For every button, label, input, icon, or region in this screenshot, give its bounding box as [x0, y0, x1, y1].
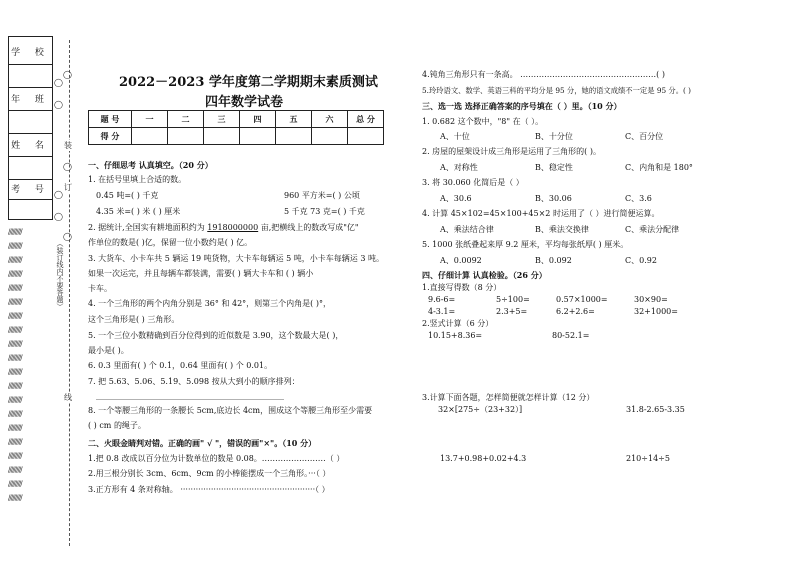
- score-row-label: 得 分: [89, 128, 132, 145]
- hatch-line: //////////: [8, 452, 22, 460]
- s3-q3-opt-b[interactable]: B、30.06: [535, 194, 572, 203]
- s4-oral-item: 5÷100=: [496, 295, 530, 304]
- s3-q4-opt-c[interactable]: C、乘法分配律: [625, 225, 680, 234]
- s4-vertical-item: 80-52.1=: [552, 331, 590, 340]
- s1-q3-line3: 卡车。: [88, 284, 112, 293]
- s3-q2-opt-a[interactable]: A、对称性: [440, 163, 478, 172]
- hatch-line: //////////: [8, 340, 22, 348]
- hatch-line: //////////: [8, 284, 22, 292]
- binding-hole: ◯: [54, 212, 63, 221]
- s1-q8-line1: 8. 一个等腰三角形的一条腰长 5cm,底边长 4cm，围成这个等腰三角形至少需要: [88, 406, 373, 415]
- binding-hole: ◯: [54, 100, 63, 109]
- s3-q3: 3. 将 30.060 化简后是（ ）: [422, 178, 524, 187]
- s4-oral-item: 2.3+5=: [496, 307, 528, 316]
- s1-q1c: 4.35 米=( ) 米 ( ) 厘米: [96, 207, 181, 216]
- s3-q3-opt-a[interactable]: A、30.6: [440, 194, 472, 203]
- s1-q5-line1: 5. 一个三位小数精确到百分位得到的近似数是 3.90，这个数最大是( )，: [88, 331, 344, 340]
- s1-q1d: 5 千克 73 克=( ) 千克: [284, 207, 365, 216]
- binding-dashed-line: [69, 40, 70, 546]
- class-field[interactable]: [9, 110, 52, 134]
- score-header-cell: 题 号: [89, 111, 132, 128]
- s1-q6: 6. 0.3 里面有( ) 个 0.1，0.64 里面有( ) 个 0.01。: [88, 361, 273, 370]
- hatch-line: //////////: [8, 396, 22, 404]
- name-field[interactable]: [9, 156, 52, 180]
- school-field[interactable]: [9, 64, 52, 88]
- score-header-cell: 总 分: [348, 111, 384, 128]
- s3-q5: 5. 1000 张纸叠起来厚 9.2 厘米，平均每张纸厚( ) 厘米。: [422, 240, 629, 249]
- binding-hole: ◯: [63, 232, 72, 241]
- name-label: 姓 名: [11, 141, 50, 151]
- s2-q3: 3.正方形有 4 条对称轴。 ·····················································（ ）: [88, 485, 330, 494]
- seal-char: 装: [64, 141, 72, 150]
- s4-vertical-item: 10.15+8.36=: [428, 331, 483, 340]
- seal-char: 订: [64, 183, 72, 192]
- school-label: 学 校: [11, 48, 50, 58]
- s3-q5-opt-a[interactable]: A、0.0092: [440, 256, 482, 265]
- exam-no-label: 考 号: [11, 185, 50, 195]
- s1-q8-line2: ( ) cm 的绳子。: [88, 421, 146, 430]
- s3-q5-opt-c[interactable]: C、0.92: [625, 256, 657, 265]
- s1-q3-line1: 3. 大货车、小卡车共 5 辆运 19 吨货物，大卡车每辆运 5 吨，小卡车每辆运 3 吨。: [88, 254, 384, 263]
- s3-q2: 2. 房屋的屋架设计成三角形是运用了三角形的( )。: [422, 147, 601, 156]
- s3-q5-opt-b[interactable]: B、0.092: [535, 256, 572, 265]
- s4-calc-item: 13.7+0.98+0.02+4.3: [440, 454, 527, 463]
- s3-q1: 1. 0.682 这个数中，"8" 在（ ）。: [422, 117, 544, 126]
- s4-oral-item: 30×90=: [634, 295, 668, 304]
- section1-heading: 一、仔细思考 认真填空。（20 分）: [88, 160, 213, 170]
- s1-q7-answer-line[interactable]: _______________________________________________: [96, 391, 284, 400]
- s3-q4-opt-a[interactable]: A、乘法结合律: [440, 225, 494, 234]
- score-cell[interactable]: [132, 128, 168, 145]
- s1-q1b: 960 平方米=( ) 公顷: [284, 191, 360, 200]
- score-cell[interactable]: [276, 128, 312, 145]
- s1-q7-line1: 7. 把 5.63、5.06、5.19、5.098 按从大到小的顺序排列：: [88, 377, 300, 386]
- score-cell[interactable]: [348, 128, 384, 145]
- binding-hole: ◯: [54, 190, 63, 199]
- binding-hole: ◯: [63, 70, 72, 79]
- s1-q2-post: 亩,把横线上的数改写成"亿": [258, 223, 359, 232]
- hatch-line: //////////: [8, 382, 22, 390]
- s1-q1a: 0.45 吨=( ) 千克: [96, 191, 159, 200]
- score-cell[interactable]: [240, 128, 276, 145]
- hatch-line: //////////: [8, 256, 22, 264]
- hatch-line: //////////: [8, 368, 22, 376]
- s1-q4-line2: 这个三角形是( ) 三角形。: [88, 315, 180, 324]
- s1-q5-line2: 最小是( )。: [88, 346, 129, 355]
- binding-hole: ◯: [54, 78, 63, 87]
- exam-subtitle: 四年数学试卷: [205, 95, 284, 110]
- score-cell[interactable]: [168, 128, 204, 145]
- section2-heading: 二、火眼金睛判对错。正确的画" √ "，错误的画"×"。（10 分）: [88, 438, 317, 448]
- s1-q2-pre: 2. 据统计,全国实有耕地面积约为: [88, 223, 208, 232]
- exam-title: 2022－2023 学年度第二学期期末素质测试: [119, 75, 378, 90]
- score-header-cell: 四: [240, 111, 276, 128]
- hatch-line: //////////: [8, 354, 22, 362]
- s1-q2: [88, 223, 359, 233]
- s4-oral-item: 0.57×1000=: [556, 295, 608, 304]
- s4-oral-item: 32+1000=: [634, 307, 678, 316]
- s1-q2-line2: 作单位的数是( )亿，保留一位小数约是( ) 亿。: [88, 238, 253, 247]
- s1-q2-number: 1918000000: [207, 223, 259, 232]
- score-value-row: [89, 128, 384, 145]
- hatch-line: //////////: [8, 326, 22, 334]
- hatch-line: //////////: [8, 466, 22, 474]
- s4-calc-item: 32×[275÷（23+32）]: [438, 405, 523, 414]
- hatch-line: //////////: [8, 242, 22, 250]
- s2-q4: 4.钝角三角形只有一条高。 ……………………………………………( ): [422, 70, 665, 79]
- score-header-cell: 二: [168, 111, 204, 128]
- score-header-cell: 三: [204, 111, 240, 128]
- hatch-line: //////////: [8, 438, 22, 446]
- score-cell[interactable]: [312, 128, 348, 145]
- hatch-line: //////////: [8, 410, 22, 418]
- s1-q1: 1. 在括号里填上合适的数。: [88, 175, 187, 184]
- s2-q1: 1.把 0.8 改成以百分位为计数单位的数是 0.08。……………………（ ）: [88, 454, 345, 463]
- s4-part2-label: 2.竖式计算（6 分）: [422, 319, 494, 328]
- score-header-cell: 六: [312, 111, 348, 128]
- score-header-cell: 五: [276, 111, 312, 128]
- s4-calc-item: 210÷14÷5: [626, 454, 670, 463]
- s3-q4-opt-b[interactable]: B、乘法交换律: [535, 225, 589, 234]
- s3-q2-opt-b[interactable]: B、稳定性: [535, 163, 573, 172]
- score-header-cell: 一: [132, 111, 168, 128]
- score-header-row: [89, 111, 384, 128]
- hatch-line: //////////: [8, 494, 22, 502]
- s4-oral-item: 4-3.1=: [428, 307, 456, 316]
- section4-heading: 四、仔细计算 认真检验。（26 分）: [422, 270, 547, 280]
- hatch-line: //////////: [8, 228, 22, 236]
- s1-q3-line2: 如果一次运完，并且每辆车都装满，需要( ) 辆大卡车和 ( ) 辆小: [88, 269, 314, 278]
- s1-q4-line1: 4. 一个三角形的两个内角分别是 36° 和 42°，则第三个内角是( )°，: [88, 299, 331, 308]
- binding-hole: ◯: [63, 162, 72, 171]
- s3-q1-opt-a[interactable]: A、十位: [440, 132, 470, 141]
- s3-q3-opt-c[interactable]: C、3.6: [625, 194, 652, 203]
- hatch-line: //////////: [8, 270, 22, 278]
- s2-q5: 5.玲玲语文、数学、英语三科的平均分是 95 分，她的语文成绩不一定是 95 分。( ): [422, 86, 692, 95]
- s4-part1-label: 1.直接写得数（8 分）: [422, 283, 502, 292]
- s3-q1-opt-b[interactable]: B、十分位: [535, 132, 573, 141]
- score-table: [88, 110, 384, 145]
- s3-q2-opt-c[interactable]: C、内角和是 180°: [625, 163, 693, 172]
- section3-heading: 三、选一选 选择正确答案的序号填在（ ）里。（10 分）: [422, 101, 622, 111]
- seal-char: 线: [64, 393, 72, 402]
- s4-calc-item: 31.8-2.65-3.35: [626, 405, 685, 414]
- hatch-line: //////////: [8, 424, 22, 432]
- score-cell[interactable]: [204, 128, 240, 145]
- hatch-line: //////////: [8, 298, 22, 306]
- s4-oral-item: 9.6-6=: [428, 295, 456, 304]
- s2-q2: 2.用三根分别长 3cm、6cm、9cm 的小棒能摆成一个三角形。···（ ）: [88, 469, 331, 478]
- student-info-box: [8, 36, 53, 220]
- hatch-line: //////////: [8, 480, 22, 488]
- seal-note: （装订线内不要答题）: [56, 240, 64, 310]
- class-label: 年 班: [11, 95, 50, 105]
- s4-oral-item: 6.2+2.6=: [556, 307, 595, 316]
- s4-part3-label: 3.计算下面各题，怎样简便就怎样计算（12 分）: [422, 393, 595, 402]
- s3-q1-opt-c[interactable]: C、百分位: [625, 132, 664, 141]
- s3-q4: 4. 计算 45×102=45×100+45×2 时运用了（ ）进行简便运算。: [422, 209, 660, 218]
- hatch-line: //////////: [8, 312, 22, 320]
